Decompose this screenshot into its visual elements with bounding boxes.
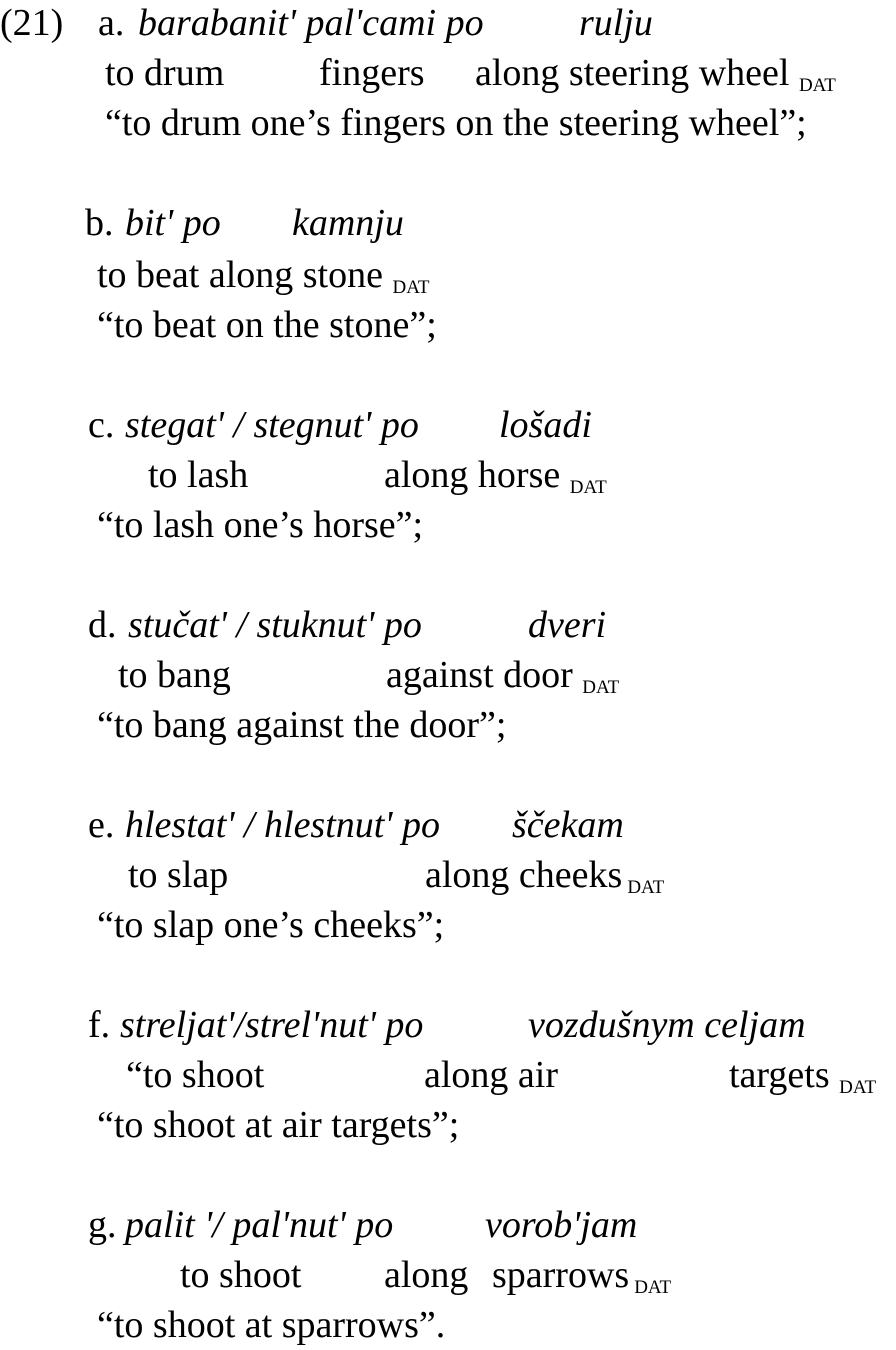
item-b-gloss-1: [97, 256, 429, 297]
dat-label: DAT: [582, 677, 620, 698]
item-g-translation: “to shoot at sparrows”.: [97, 1304, 446, 1346]
item-g-source-2: vorob'jam: [485, 1204, 638, 1246]
item-g-gloss-3-text: sparrows: [492, 1254, 630, 1296]
item-e-source-1: hlestat' / hlestnut' po: [125, 804, 440, 846]
item-e-translation: “to slap one’s cheeks”;: [97, 904, 445, 946]
item-g-gloss-3: [492, 1256, 671, 1297]
dat-label: DAT: [839, 1077, 877, 1098]
item-e-gloss-2: [425, 856, 664, 897]
item-c-gloss-2-text: along horse: [384, 454, 561, 496]
item-d-gloss-1: to bang: [118, 654, 231, 696]
item-e-gloss-1: to slap: [128, 854, 229, 896]
item-c-source-1: stegat' / stegnut' po: [125, 404, 419, 446]
item-b-source-2: kamnju: [292, 202, 404, 244]
item-c-gloss-2: [384, 456, 607, 497]
item-c-translation: “to lash one’s horse”;: [97, 504, 424, 546]
item-a-gloss-2: fingers: [319, 52, 425, 94]
item-a-source-2: rulju: [579, 2, 653, 44]
example-number: (21): [0, 2, 64, 44]
item-a-letter: a.: [98, 2, 125, 44]
dat-label: DAT: [798, 75, 836, 96]
item-f-source-1: streljat'/strel'nut' po: [120, 1004, 424, 1046]
item-d-source-1: stučat' / stuknut' po: [128, 604, 422, 646]
item-e-gloss-2-text: along cheeks: [425, 854, 623, 896]
item-b-source-1: bit' po: [125, 202, 221, 244]
item-e-source-2: ščekam: [512, 804, 624, 846]
item-c-letter: c.: [88, 404, 115, 446]
item-c-gloss-1: to lash: [148, 454, 249, 496]
item-d-gloss-2: [386, 656, 619, 697]
item-b-letter: b.: [85, 202, 114, 244]
item-f-translation: “to shoot at air targets”;: [97, 1104, 460, 1146]
item-a-gloss-3: [475, 54, 836, 95]
item-g-letter: g.: [88, 1204, 117, 1246]
item-d-translation: “to bang against the door”;: [97, 704, 507, 746]
item-d-gloss-2-text: against door: [386, 654, 573, 696]
dat-label: DAT: [634, 1277, 672, 1298]
item-f-gloss-2: along air: [424, 1054, 559, 1096]
item-f-letter: f.: [88, 1004, 111, 1046]
dat-label: DAT: [627, 877, 665, 898]
item-g-source-1: palit '/ pal'nut' po: [125, 1204, 394, 1246]
item-c-source-2: lošadi: [499, 404, 592, 446]
item-f-gloss-1: “to shoot: [126, 1054, 265, 1096]
item-f-source-2: vozdušnym celjam: [528, 1004, 806, 1046]
item-f-gloss-3-text: targets: [729, 1054, 830, 1096]
item-f-gloss-3: [729, 1056, 876, 1097]
item-b-translation: “to beat on the stone”;: [97, 304, 437, 346]
dat-label: DAT: [392, 277, 430, 298]
item-e-letter: e.: [88, 804, 115, 846]
item-d-source-2: dveri: [528, 604, 607, 646]
item-g-gloss-1: to shoot: [180, 1254, 302, 1296]
item-d-letter: d.: [88, 604, 117, 646]
item-a-translation: “to drum one’s fingers on the steering wheel”;: [105, 102, 807, 144]
item-b-gloss-1-text: to beat along stone: [97, 254, 383, 296]
dat-label: DAT: [569, 477, 607, 498]
item-a-source-1: barabanit' pal'cami po: [138, 2, 484, 44]
item-a-gloss-1: to drum: [105, 52, 225, 94]
item-g-gloss-2: along: [384, 1254, 469, 1296]
item-a-gloss-3-text: along steering wheel: [475, 52, 790, 94]
